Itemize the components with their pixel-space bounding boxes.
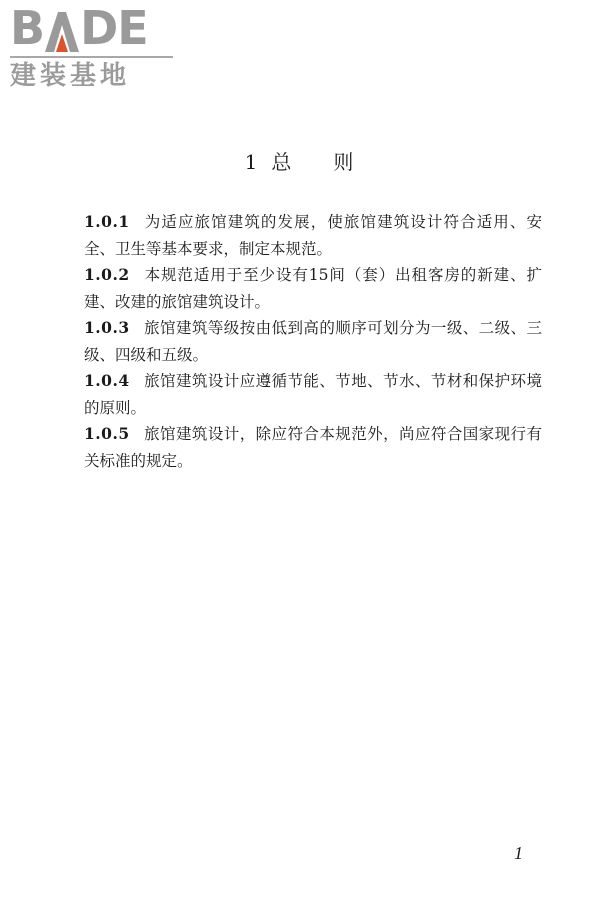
logo-chinese-text: 建装基地 — [10, 61, 131, 91]
clause-1-0-1 — [84, 209, 542, 262]
clause-1-0-4 — [84, 368, 542, 421]
clause-text: 本规范适用于至少设有15间（套）出租客房的新建、扩建、改建的旅馆建筑设计。 — [84, 266, 542, 311]
clause-number: 1.0.3 — [84, 318, 130, 337]
logo-divider — [10, 56, 173, 58]
clause-number: 1.0.1 — [84, 212, 130, 231]
chapter-number: 1 — [244, 150, 260, 174]
logo-letters-de: DE — [80, 1, 148, 55]
clause-1-0-3 — [84, 315, 542, 368]
page-number: 1 — [514, 843, 523, 863]
logo-wordmark — [10, 1, 148, 55]
chapter-title — [0, 148, 600, 176]
logo-letter-a-icon — [45, 10, 79, 50]
clause-number: 1.0.4 — [84, 371, 130, 390]
clause-number: 1.0.5 — [84, 424, 130, 443]
clause-1-0-2 — [84, 262, 542, 315]
clause-text: 旅馆建筑等级按由低到高的顺序可划分为一级、二级、三级、四级和五级。 — [84, 319, 542, 364]
clause-text: 旅馆建筑设计，除应符合本规范外，尚应符合国家现行有关标准的规定。 — [84, 425, 542, 470]
logo-letter-b: B — [10, 1, 45, 55]
clause-number: 1.0.2 — [84, 265, 130, 284]
logo — [10, 1, 175, 91]
chapter-body — [84, 209, 542, 474]
clause-1-0-5 — [84, 421, 542, 474]
clause-text: 为适应旅馆建筑的发展，使旅馆建筑设计符合适用、安全、卫生等基本要求，制定本规范。 — [84, 213, 542, 258]
clause-text: 旅馆建筑设计应遵循节能、节地、节水、节材和保护环境的原则。 — [84, 372, 542, 417]
chapter-title-part-1: 总 — [271, 150, 294, 174]
chapter-title-part-2: 则 — [333, 150, 356, 174]
